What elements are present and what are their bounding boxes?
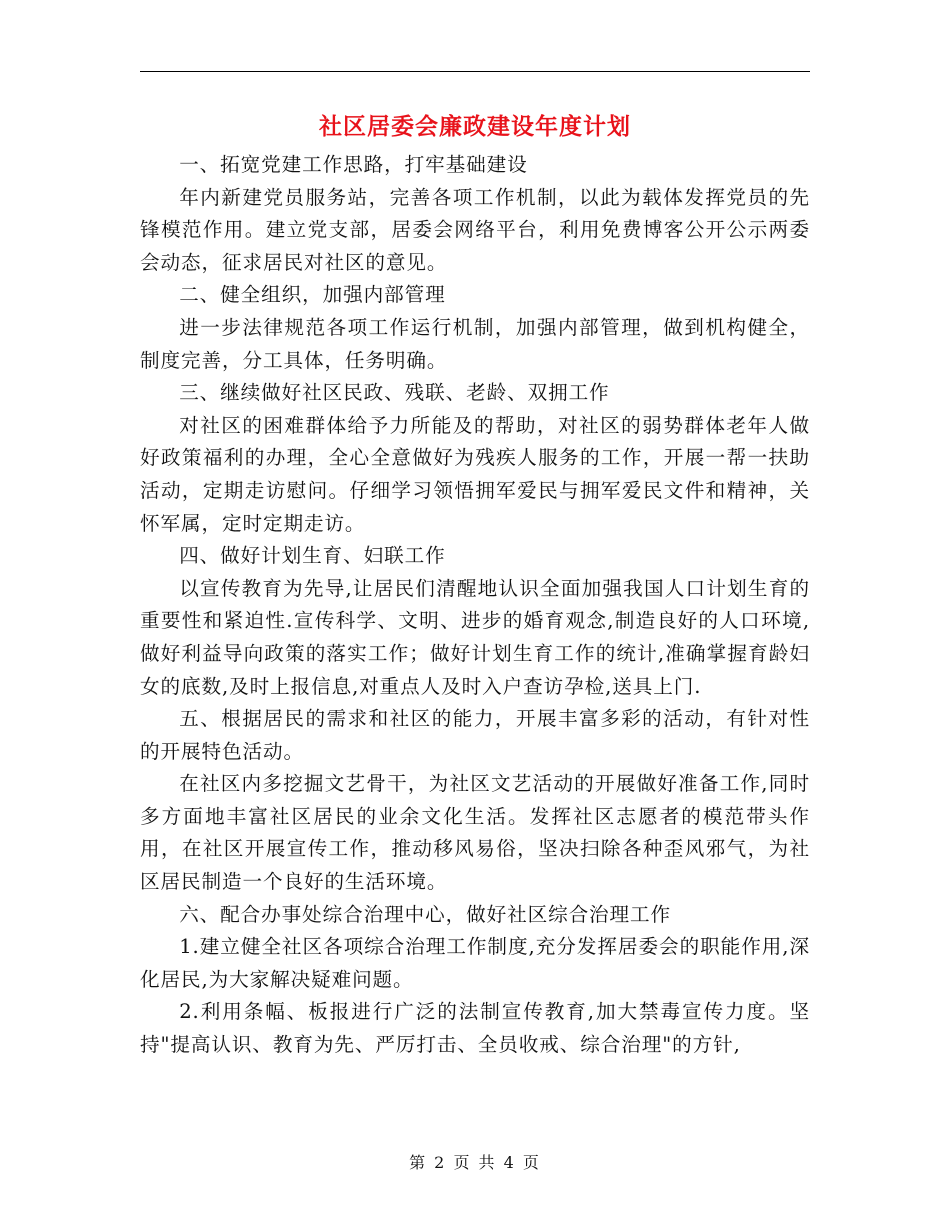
paragraph: 对社区的困难群体给予力所能及的帮助，对社区的弱势群体老年人做好政策福利的办理，全心全意做好为残疾人服务的工作，开展一帮一扶助活动，定期走访慰问。仔细学习领悟拥军爱民与拥军爱民文件和精神，关怀军属，定时定期走访。 [140,413,810,535]
paragraph: 以宣传教育为先导,让居民们清醒地认识全面加强我国人口计划生育的重要性和紧迫性.宣传科学、文明、进步的婚育观念,制造良好的人口环境,做好利益导向政策的落实工作；做好计划生育工作的统计,准确掌握育龄妇女的底数,及时上报信息,对重点人及时入户查访孕检,送具上门. [140,576,810,698]
document-body [140,149,810,1062]
paragraph: 四、做好计划生育、妇联工作 [179,544,446,568]
paragraph: 在社区内多挖掘文艺骨干，为社区文艺活动的开展做好准备工作,同时多方面地丰富社区居民的业余文化生活。发挥社区志愿者的模范带头作用，在社区开展宣传工作，推动移风易俗，坚决扫除各种歪风邪气，为社区居民制造一个良好的生活环境。 [140,772,810,894]
paragraph: 五、根据居民的需求和社区的能力，开展丰富多彩的活动，有针对性的开展特色活动。 [140,707,810,763]
paragraph: 1.建立健全社区各项综合治理工作制度,充分发挥居委会的职能作用,深化居民,为大家解决疑难问题。 [140,935,810,991]
paragraph: 六、配合办事处综合治理中心，做好社区综合治理工作 [179,902,672,926]
paragraph: 二、健全组织，加强内部管理 [179,283,446,307]
paragraph: 三、继续做好社区民政、残联、老龄、双拥工作 [179,381,610,405]
header-rule [140,71,810,72]
paragraph: 进一步法律规范各项工作运行机制，加强内部管理，做到机构健全，制度完善，分工具体，任务明确。 [140,315,810,372]
page-number: 第 2 页 共 4 页 [409,1153,541,1172]
paragraph: 2.利用条幅、板报进行广泛的法制宣传教育,加大禁毒宣传力度。坚持"提高认识、教育为先、严厉打击、全员收戒、综合治理"的方针, [140,1000,810,1057]
paragraph: 一、拓宽党建工作思路，打牢基础建设 [179,153,528,176]
paragraph: 年内新建党员服务站，完善各项工作机制，以此为载体发挥党员的先锋模范作用。建立党支部，居委会网络平台，利用免费博客公开公示两委会动态，征求居民对社区的意见。 [140,185,810,274]
document-title: 社区居委会廉政建设年度计划 [319,113,631,140]
